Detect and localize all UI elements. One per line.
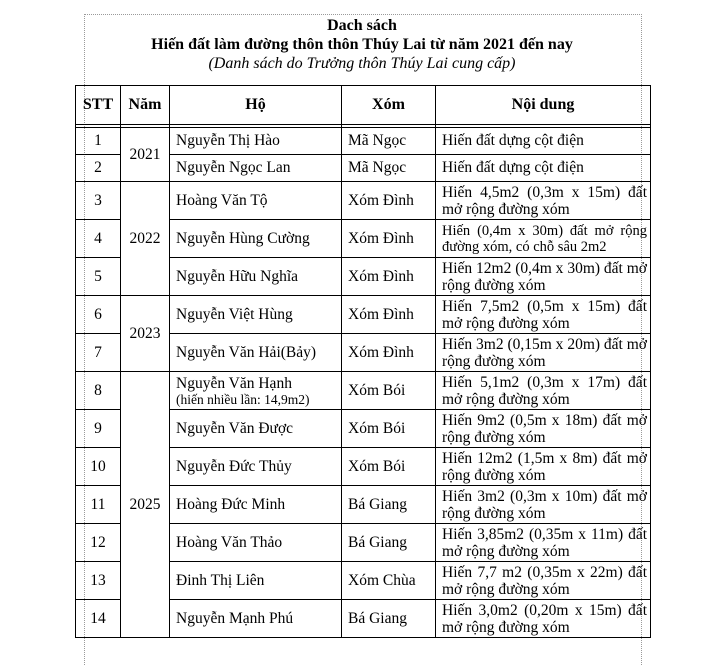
- cell-noidung: Hiến 5,1m2 (0,3m x 17m) đất mở rộng đường xóm: [436, 372, 651, 410]
- header-xom: Xóm: [342, 86, 436, 125]
- cell-stt: 2: [76, 155, 121, 182]
- cell-noidung: Hiến đất dựng cột điện: [436, 155, 651, 182]
- cell-ho: Nguyễn Hùng Cường: [170, 220, 342, 258]
- cell-stt: 10: [76, 448, 121, 486]
- cell-xom: Xóm Đình: [342, 334, 436, 372]
- cell-ho: Đinh Thị Liên: [170, 562, 342, 600]
- cell-noidung: Hiến 4,5m2 (0,3m x 15m) đất mở rộng đường xóm: [436, 182, 651, 220]
- cell-noidung: Hiến 12m2 (0,4m x 30m) đất mở rộng đường xóm: [436, 258, 651, 296]
- cell-stt: 5: [76, 258, 121, 296]
- cell-noidung: Hiến 9m2 (0,5m x 18m) đất mở rộng đường xóm: [436, 410, 651, 448]
- cell-stt: 13: [76, 562, 121, 600]
- cell-stt: 7: [76, 334, 121, 372]
- document-source-note: (Danh sách do Trưởng thôn Thúy Lai cung cấp): [208, 55, 516, 72]
- table-row: [76, 182, 651, 220]
- cell-noidung: Hiến 12m2 (1,5m x 8m) đất mở rộng đường xóm: [436, 448, 651, 486]
- table-row: [76, 296, 651, 334]
- cell-stt: 3: [76, 182, 121, 220]
- cell-noidung: Hiến 7,7 m2 (0,35m x 22m) đất mở rộng đường xóm: [436, 562, 651, 600]
- cell-noidung: Hiến 7,5m2 (0,5m x 15m) đất mở rộng đường xóm: [436, 296, 651, 334]
- header-stt: STT: [76, 86, 121, 125]
- cell-noidung: Hiến 3m2 (0,15m x 20m) đất mở rộng đường xóm: [436, 334, 651, 372]
- cell-xom: Xóm Chùa: [342, 562, 436, 600]
- cell-year: 2023: [121, 296, 170, 372]
- table-row: [76, 372, 651, 410]
- cell-noidung: Hiến 3m2 (0,3m x 10m) đất mở rộng đường xóm: [436, 486, 651, 524]
- cell-xom: Xóm Bói: [342, 448, 436, 486]
- cell-xom: Mã Ngọc: [342, 155, 436, 182]
- cell-ho: Hoàng Văn Tộ: [170, 182, 342, 220]
- cell-xom: Xóm Đình: [342, 220, 436, 258]
- cell-xom: Bá Giang: [342, 600, 436, 638]
- cell-xom: Xóm Đình: [342, 258, 436, 296]
- cell-xom: Mã Ngọc: [342, 128, 436, 155]
- cell-ho: Nguyễn Mạnh Phú: [170, 600, 342, 638]
- household-note: (hiến nhiều lần: 14,9m2): [176, 391, 310, 407]
- document-title: Dach sách: [327, 17, 397, 34]
- cell-year: 2022: [121, 182, 170, 296]
- cell-noidung: Hiến 3,85m2 (0,35m x 11m) đất mở rộng đường xóm: [436, 524, 651, 562]
- cell-ho: Nguyễn Ngọc Lan: [170, 155, 342, 182]
- cell-ho: Nguyễn Hữu Nghĩa: [170, 258, 342, 296]
- cell-ho: Nguyễn Đức Thủy: [170, 448, 342, 486]
- table-row: [76, 128, 651, 155]
- cell-ho: Hoàng Văn Thảo: [170, 524, 342, 562]
- document-subtitle: Hiến đất làm đường thôn thôn Thúy Lai từ năm 2021 đến nay: [151, 36, 573, 53]
- cell-xom: Xóm Bói: [342, 372, 436, 410]
- cell-stt: 11: [76, 486, 121, 524]
- cell-xom: Xóm Đình: [342, 182, 436, 220]
- donation-table: [75, 85, 651, 638]
- household-name: Nguyễn Văn Hạnh: [176, 374, 292, 392]
- header-ho: Hộ: [170, 86, 342, 125]
- cell-stt: 9: [76, 410, 121, 448]
- header-noidung: Nội dung: [436, 86, 651, 125]
- cell-ho: Nguyễn Thị Hào: [170, 128, 342, 155]
- cell-xom: Xóm Đình: [342, 296, 436, 334]
- cell-ho: [170, 372, 342, 410]
- cell-stt: 1: [76, 128, 121, 155]
- cell-ho: Nguyễn Việt Hùng: [170, 296, 342, 334]
- cell-xom: Bá Giang: [342, 524, 436, 562]
- header-nam: Năm: [121, 86, 170, 125]
- cell-stt: 4: [76, 220, 121, 258]
- cell-ho: Nguyễn Văn Được: [170, 410, 342, 448]
- table-header-row: [76, 86, 651, 125]
- cell-noidung: Hiến 3,0m2 (0,20m x 15m) đất mở rộng đường xóm: [436, 600, 651, 638]
- cell-stt: 8: [76, 372, 121, 410]
- cell-year: 2025: [121, 372, 170, 638]
- cell-year: 2021: [121, 128, 170, 182]
- cell-ho: Hoàng Đức Minh: [170, 486, 342, 524]
- cell-noidung: Hiến đất dựng cột điện: [436, 128, 651, 155]
- cell-stt: 14: [76, 600, 121, 638]
- text-cursor: [650, 487, 651, 503]
- heading-block: [84, 16, 640, 73]
- cell-noidung: Hiến (0,4m x 30m) đất mở rộng đường xóm, có chỗ sâu 2m2: [436, 220, 651, 258]
- cell-xom: Xóm Bói: [342, 410, 436, 448]
- cell-ho: Nguyễn Văn Hải(Bảy): [170, 334, 342, 372]
- cell-stt: 12: [76, 524, 121, 562]
- cell-xom: Bá Giang: [342, 486, 436, 524]
- cell-stt: 6: [76, 296, 121, 334]
